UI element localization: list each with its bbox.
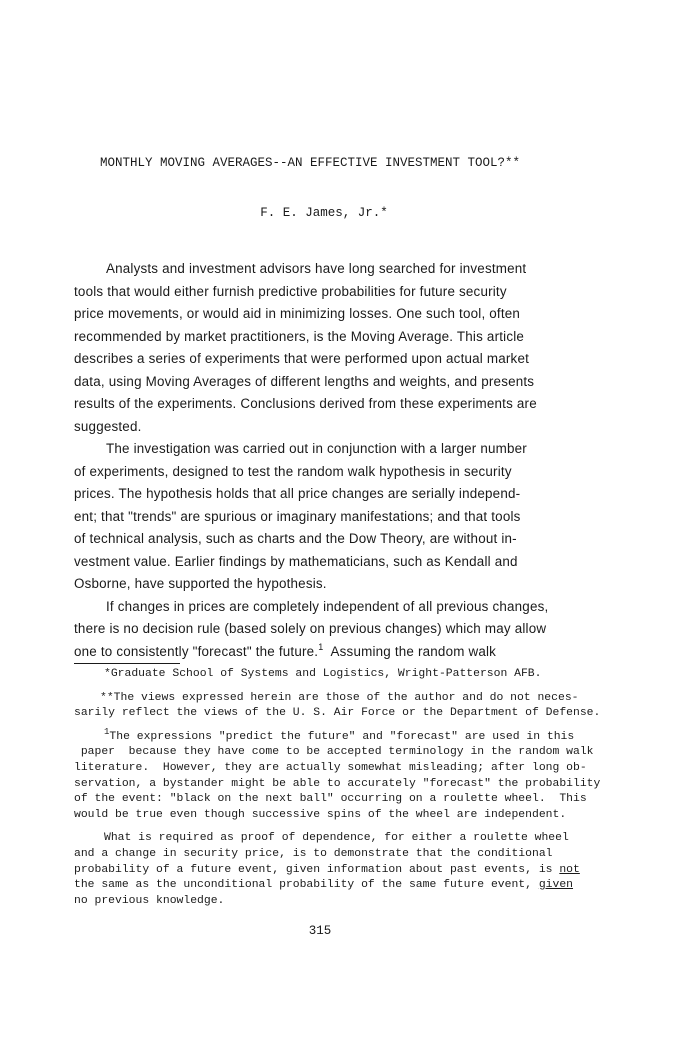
page-number-text: 315 xyxy=(308,924,332,938)
body-line: there is no decision rule (based solely on previous changes) which may allow xyxy=(74,621,547,636)
body-line: Osborne, have supported the hypothesis. xyxy=(74,576,327,591)
footnote-text-run: The expressions "predict the future" and "forecast" are used in this xyxy=(109,730,575,743)
author-name: F. E. James, Jr.* xyxy=(260,206,388,220)
article-title-text: MONTHLY MOVING AVERAGES--AN EFFECTIVE INVESTMENT TOOL?** xyxy=(99,156,521,170)
footnote-line: literature. However, they are actually somewhat misleading; after long ob- xyxy=(74,761,587,774)
footnote-divider xyxy=(74,663,180,664)
paragraph-2 xyxy=(74,438,622,596)
footnote-line: and a change in security price, is to demonstrate that the conditional xyxy=(74,847,553,860)
footnote-line: paper because they have come to be accepted terminology in the random walk xyxy=(74,746,594,759)
page-number xyxy=(0,924,680,938)
footnote-text-run: the same as the unconditional probability of the same future event, xyxy=(74,879,539,892)
paragraph-3 xyxy=(74,596,622,664)
underlined-word: not xyxy=(559,863,580,876)
body-line: ent; that "trends" are spurious or imaginary manifestations; and that tools xyxy=(74,508,521,524)
footnote-line: servation, a bystander might be able to accurately "forecast" the probability xyxy=(74,777,601,790)
body-line: recommended by market practitioners, is the Moving Average. This article xyxy=(74,328,525,344)
footnote-line: What is required as proof of dependence, for either a roulette wheel xyxy=(104,832,569,845)
footnote-1-continued xyxy=(74,831,634,909)
footnote-affiliation xyxy=(74,667,634,683)
body-line: of technical analysis, such as charts and the Dow Theory, are without in- xyxy=(74,531,517,546)
body-line xyxy=(74,641,622,664)
body-line: Analysts and investment advisors have long searched for investment xyxy=(106,261,527,276)
body-line: data, using Moving Averages of different lengths and weights, and presents xyxy=(74,373,535,389)
paragraph-1 xyxy=(74,258,622,438)
body-line: results of the experiments. Conclusions derived from these experiments are xyxy=(74,396,537,411)
footnote-text-run: probability of a future event, given information about past events, is xyxy=(74,863,560,876)
footnote-line: *Graduate School of Systems and Logistics, Wright-Patterson AFB. xyxy=(104,668,542,680)
footnote-line: would be true even though successive spins of the wheel are independent. xyxy=(74,808,567,821)
body-line: describes a series of experiments that were performed upon actual market xyxy=(74,351,530,366)
underlined-word: given xyxy=(538,879,574,892)
footnote-line xyxy=(74,863,634,879)
footnotes-section xyxy=(74,667,634,909)
footnote-1 xyxy=(74,726,634,824)
footnote-disclaimer xyxy=(74,691,634,722)
footnote-line: **The views expressed herein are those of the author and do not neces- xyxy=(100,691,579,704)
body-line: price movements, or would aid in minimizing losses. One such tool, often xyxy=(74,306,521,321)
footnote-reference: 1 xyxy=(318,641,324,652)
body-text-run: Assuming the random walk xyxy=(323,643,497,659)
article-body xyxy=(74,258,622,663)
footnote-line: sarily reflect the views of the U. S. Air Force or the Department of Defense. xyxy=(74,707,601,720)
body-line: If changes in prices are completely independent of all previous changes, xyxy=(106,598,549,614)
body-line: of experiments, designed to test the random walk hypothesis in security xyxy=(74,463,512,479)
body-text-run: one to consistently "forecast" the future. xyxy=(74,643,319,659)
footnote-line xyxy=(74,726,634,746)
footnote-number: 1 xyxy=(104,726,110,737)
footnote-line: no previous knowledge. xyxy=(74,894,225,907)
body-line: tools that would either furnish predictive probabilities for future security xyxy=(74,283,507,299)
body-line: vestment value. Earlier findings by mathematicians, such as Kendall and xyxy=(74,553,518,569)
footnote-line xyxy=(74,878,634,894)
body-line: The investigation was carried out in conjunction with a larger number xyxy=(106,441,527,456)
body-line: prices. The hypothesis holds that all price changes are serially independ- xyxy=(74,486,521,501)
footnote-line: of the event: "black on the next ball" occurring on a roulette wheel. This xyxy=(74,793,587,806)
article-title xyxy=(0,156,680,170)
body-line: suggested. xyxy=(74,418,142,434)
author-line xyxy=(0,206,680,220)
